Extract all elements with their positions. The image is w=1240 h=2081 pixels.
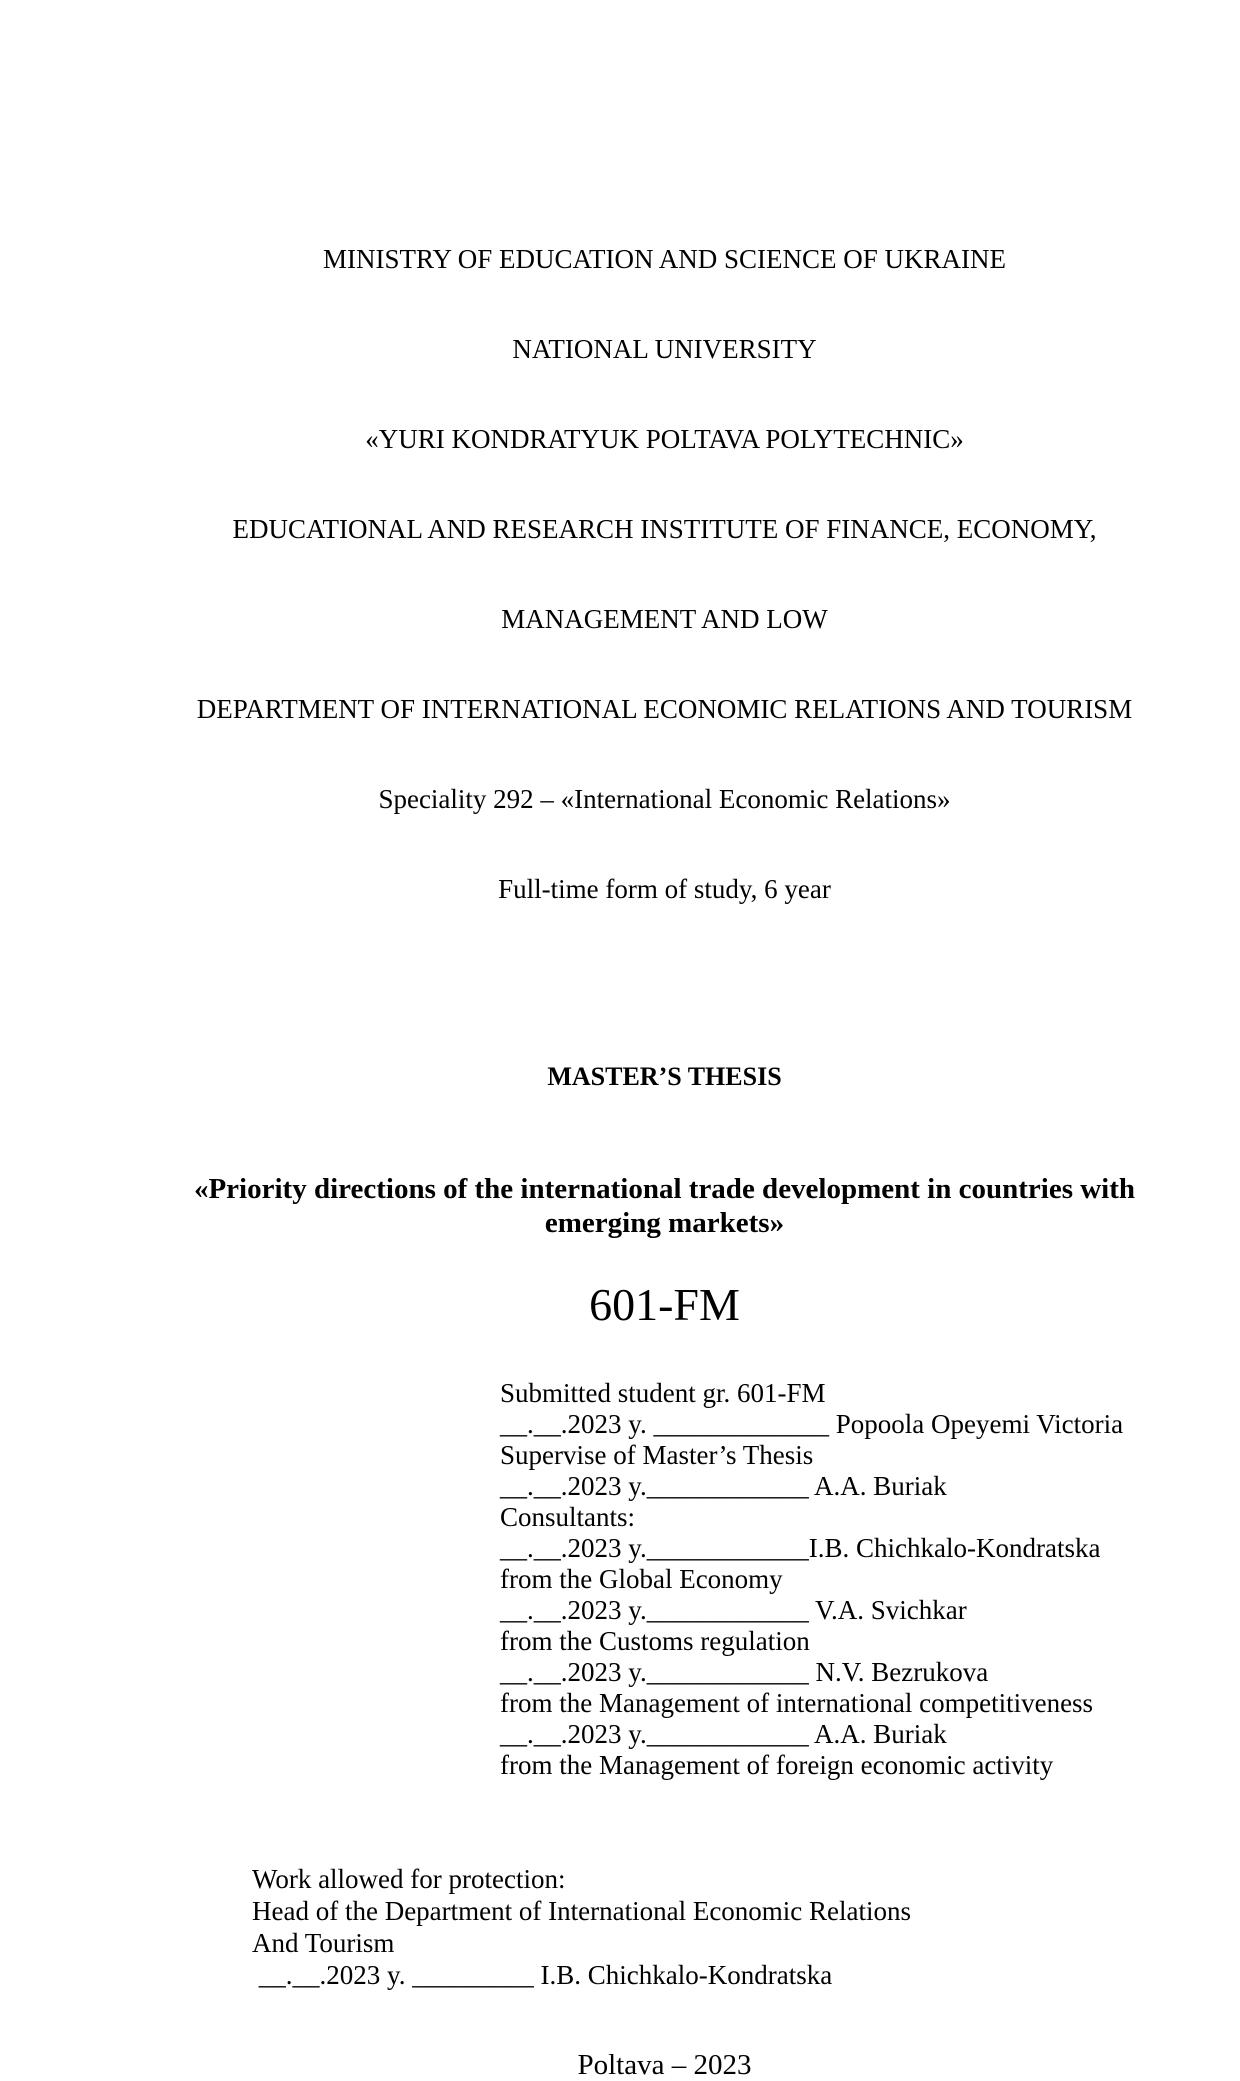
sig-line-consultant-1-subject: from the Global Economy [500,1564,783,1594]
group-number: 601-FM [589,1279,740,1330]
sig-line-submitted: Submitted student gr. 601-FM [500,1378,826,1408]
header-line-ministry: MINISTRY OF EDUCATION AND SCIENCE OF UKRAINE [322,244,1007,274]
sig-line-consultant-1-signature: __.__.2023 y.____________I.B. Chichkalo-Kondratska [500,1533,1101,1563]
sig-line-consultant-2-signature: __.__.2023 y.____________ V.A. Svichkar [500,1595,967,1625]
sig-line-supervisor-signature: __.__.2023 y.____________ A.A. Buriak [500,1471,947,1501]
sig-line-consultant-4-signature: __.__.2023 y.____________ A.A. Buriak [500,1719,947,1749]
sig-line-supervisor-label: Supervise of Master’s Thesis [500,1440,814,1470]
thesis-title-line-2: emerging markets» [544,1207,785,1239]
header-line-institute: EDUCATIONAL AND RESEARCH INSTITUTE OF FINANCE, ECONOMY, [232,514,1097,544]
thesis-title-line-1: «Priority directions of the international trade development in countries with [193,1173,1136,1205]
sig-line-consultant-3-subject: from the Management of international competitiveness [500,1688,1094,1718]
approval-line-protection: Work allowed for protection: [252,1864,566,1894]
header-line-institute-cont: MANAGEMENT AND LOW [501,604,828,634]
header-line-speciality: Speciality 292 – «International Economic Relations» [378,784,951,814]
thesis-type-label: MASTER’S THESIS [547,1062,782,1091]
thesis-title [177,1172,1152,1240]
approval-line-head-title: Head of the Department of International Economic Relations [252,1896,912,1926]
header-line-university: NATIONAL UNIVERSITY [512,334,817,364]
approval-line-head-title-cont: And Tourism [252,1928,395,1958]
sig-line-consultants-label: Consultants: [500,1502,636,1532]
sig-line-student-signature: __.__.2023 y. _____________ Popoola Opeyemi Victoria [500,1409,1124,1439]
approval-block [252,1863,1152,1991]
city-year-footer: Poltava – 2023 [577,2049,752,2081]
header-line-study-form: Full-time form of study, 6 year [498,874,831,904]
sig-line-consultant-4-subject: from the Management of foreign economic activity [500,1750,1054,1780]
header-line-department: DEPARTMENT OF INTERNATIONAL ECONOMIC RELATIONS AND TOURISM [196,694,1133,724]
header-line-polytechnic: «YURI KONDRATYUK POLTAVA POLYTECHNIC» [365,424,964,454]
approval-line-head-signature: __.__.2023 y. _________ I.B. Chichkalo-Kondratska [252,1960,833,1990]
university-header [177,184,1152,964]
sig-line-consultant-3-signature: __.__.2023 y.____________ N.V. Bezrukova [500,1657,989,1687]
sig-line-consultant-2-subject: from the Customs regulation [500,1626,810,1656]
signature-block [500,1378,1152,1781]
